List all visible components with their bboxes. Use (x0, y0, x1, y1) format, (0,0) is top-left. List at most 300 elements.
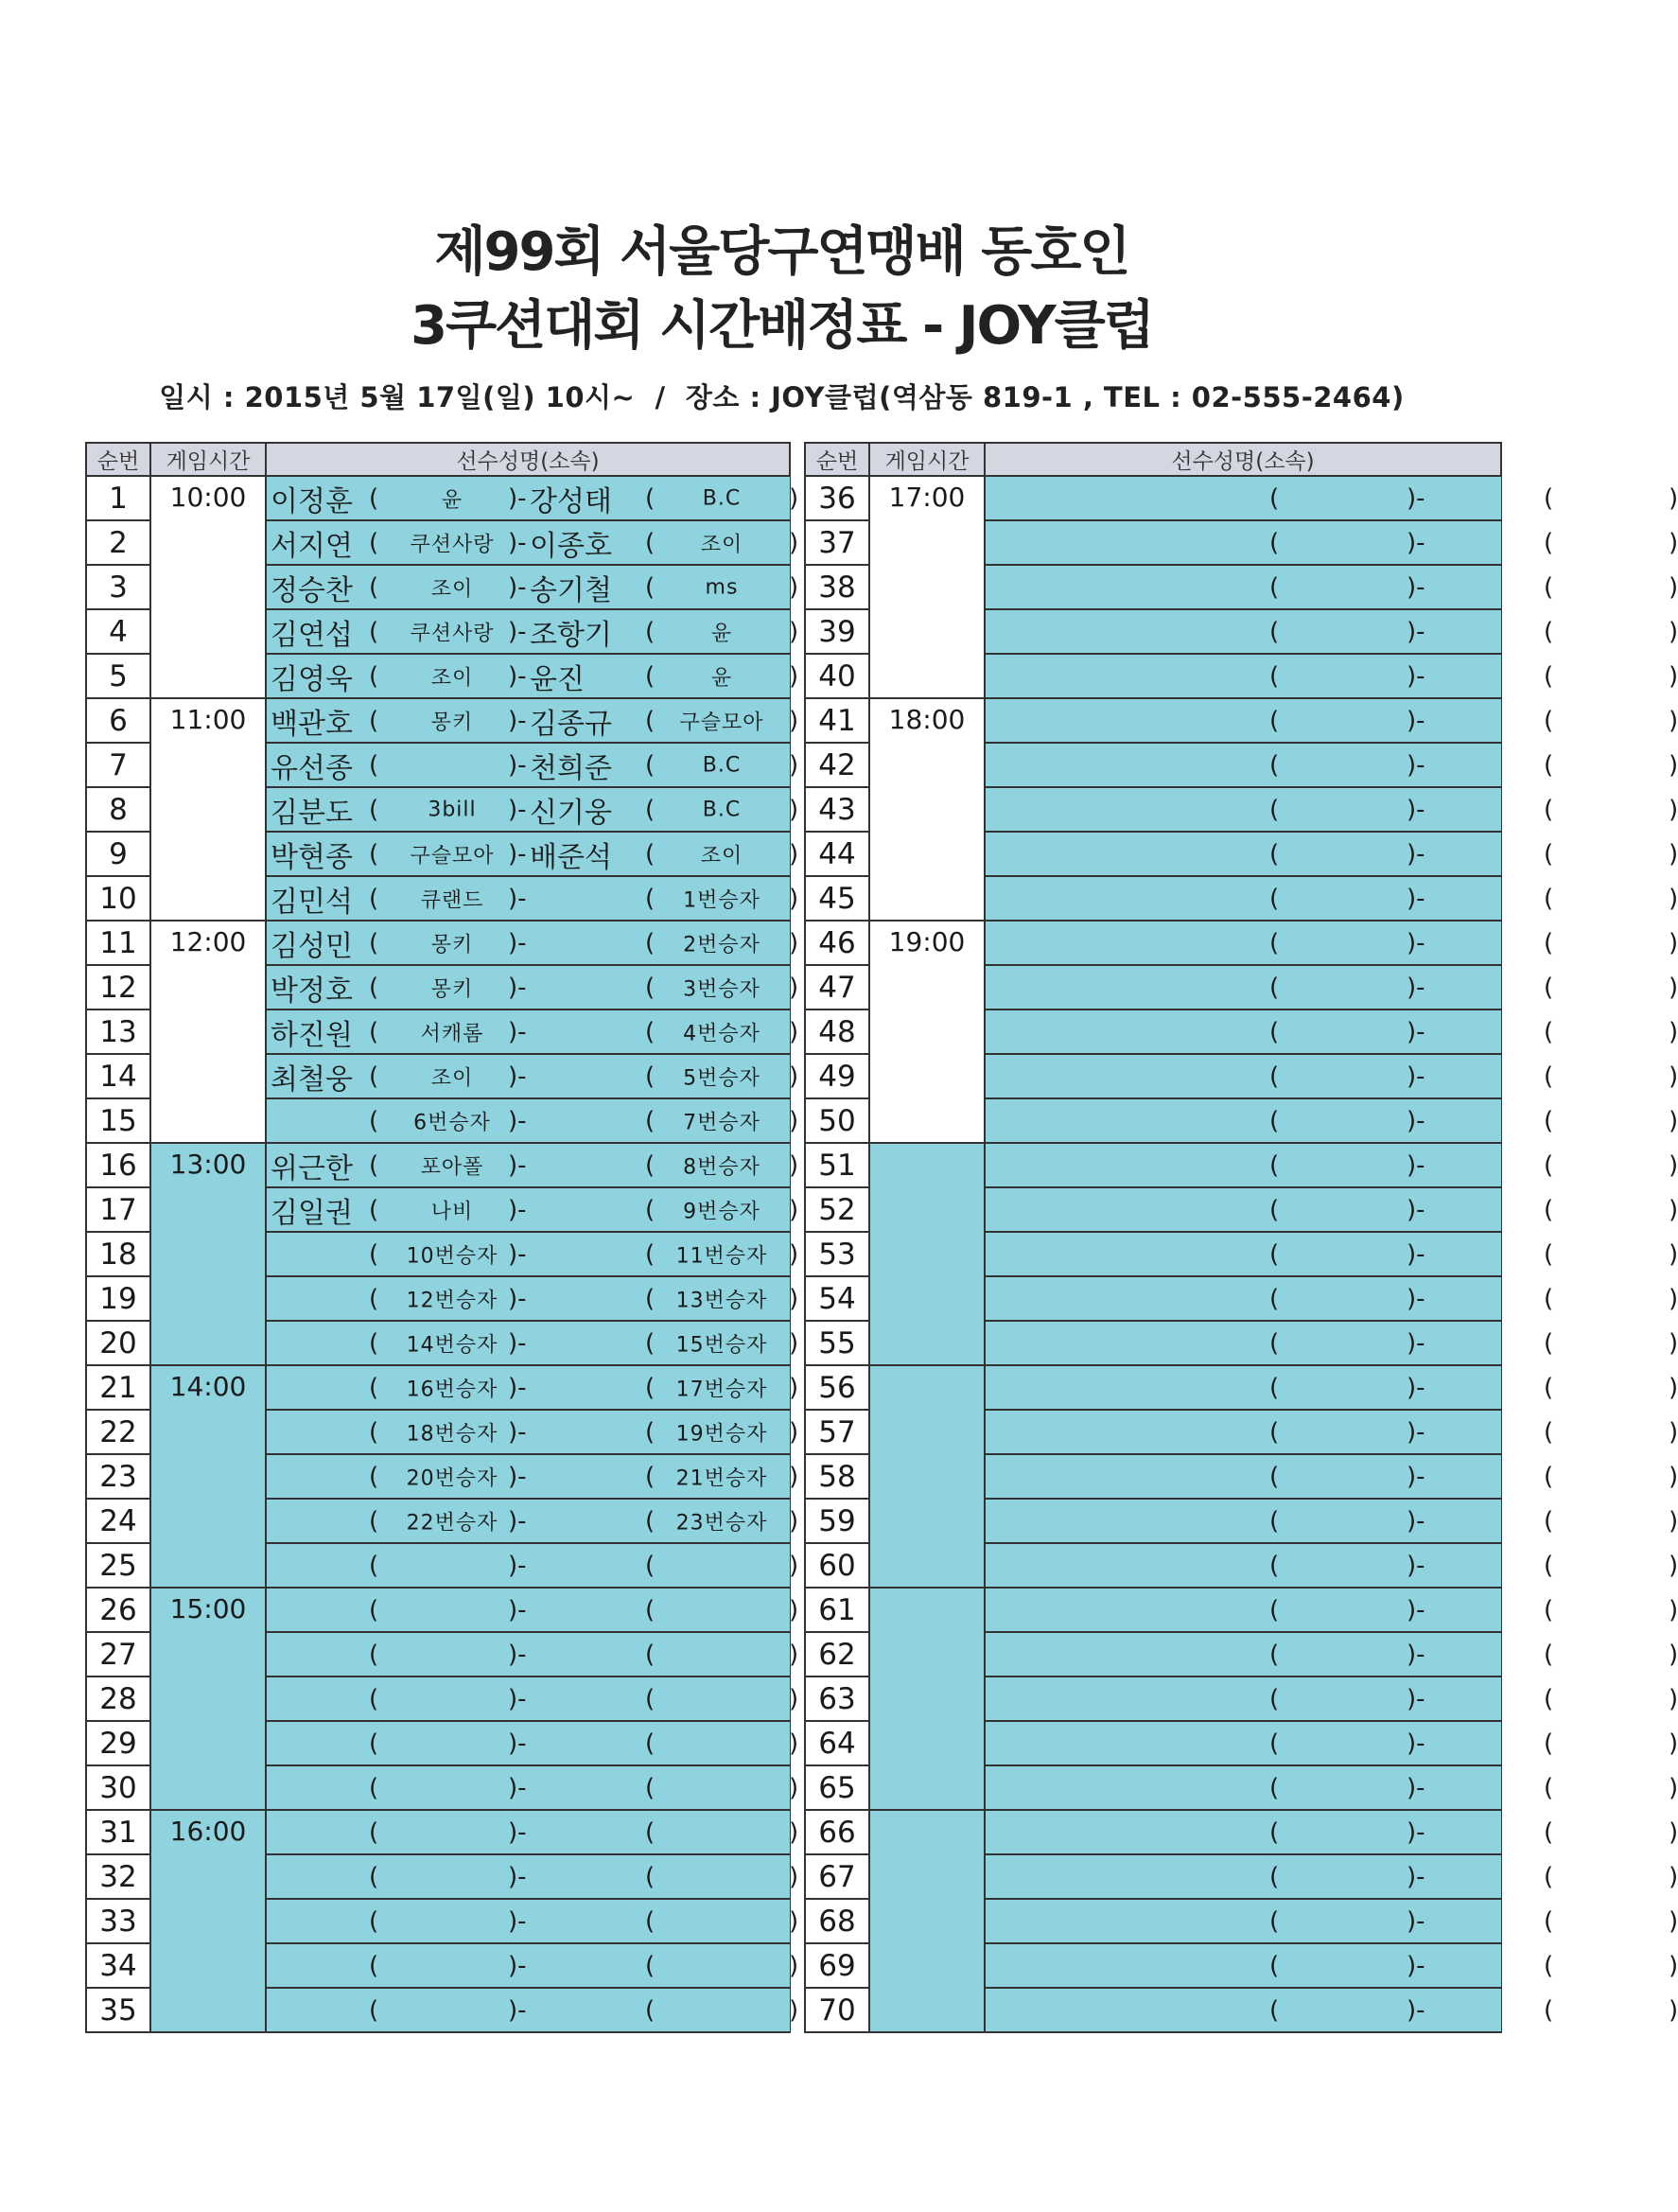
paren-open: ( (1544, 795, 1554, 824)
game-time: 10:00 (150, 476, 266, 698)
header-time: 게임시간 (150, 443, 266, 476)
paren-open: ( (369, 1595, 379, 1624)
game-time (869, 1810, 985, 2032)
player1-name: 위근한 (271, 1151, 353, 1185)
table-row (805, 1365, 1501, 1410)
row-number: 65 (805, 1765, 869, 1810)
match-players (985, 520, 1678, 565)
paren-close: ) (1669, 1817, 1678, 1847)
table-row (86, 476, 790, 520)
paren-open: ( (1269, 483, 1280, 513)
paren-open: ( (645, 1150, 655, 1180)
player2-name: 송기철 (530, 573, 612, 607)
paren-open: ( (1269, 1239, 1280, 1269)
player1-club: 쿠션사랑 (410, 533, 495, 556)
paren-open: ( (1544, 750, 1554, 780)
paren-open: ( (1544, 1239, 1554, 1269)
row-number: 62 (805, 1632, 869, 1677)
match-players (985, 1321, 1678, 1365)
match-players (985, 1632, 1678, 1677)
row-number: 2 (86, 520, 150, 565)
player1-name: 김영욱 (271, 662, 353, 696)
paren-open: ( (1269, 1995, 1280, 2025)
paren-close-dash: )- (1407, 1017, 1425, 1046)
paren-open: ( (645, 1817, 655, 1847)
paren-close-dash: )- (1407, 1951, 1425, 1980)
paren-open: ( (1544, 1506, 1554, 1536)
row-number: 70 (805, 1988, 869, 2032)
table-row (805, 698, 1501, 743)
game-time: 17:00 (869, 476, 985, 698)
paren-close-dash: )- (1407, 1106, 1425, 1135)
paren-close: ) (1669, 884, 1678, 913)
match-players (985, 1810, 1678, 1854)
paren-close-dash: )- (1407, 1684, 1425, 1713)
row-number: 36 (805, 476, 869, 520)
paren-open: ( (645, 1906, 655, 1936)
row-number: 5 (86, 654, 150, 698)
match-players (985, 876, 1678, 921)
row-number: 51 (805, 1143, 869, 1187)
match-players (266, 1810, 799, 1854)
paren-close: ) (789, 1862, 799, 1891)
row-number: 3 (86, 565, 150, 609)
header-time: 게임시간 (869, 443, 985, 476)
paren-close: ) (789, 1817, 799, 1847)
match-players (985, 1232, 1678, 1276)
player1-club: 윤 (441, 488, 463, 512)
player1-name: 김분도 (271, 796, 353, 830)
player2-club: 윤 (710, 622, 733, 645)
paren-close: ) (789, 1684, 799, 1713)
row-number: 58 (805, 1454, 869, 1499)
paren-open: ( (369, 928, 379, 957)
paren-close-dash: )- (508, 1640, 527, 1669)
row-number: 38 (805, 565, 869, 609)
player1-club: 20번승자 (406, 1466, 498, 1490)
paren-close: ) (789, 1062, 799, 1091)
player2-club: B.C (702, 798, 742, 821)
table-row (805, 1143, 1501, 1187)
match-players (266, 1143, 799, 1187)
paren-close: ) (789, 617, 799, 646)
match-players (266, 520, 799, 565)
player1-club: 조이 (430, 577, 474, 601)
paren-close: ) (789, 1506, 799, 1536)
paren-close-dash: )- (1407, 1551, 1425, 1580)
paren-open: ( (645, 839, 655, 869)
paren-close-dash: )- (1407, 617, 1425, 646)
paren-open: ( (369, 973, 379, 1002)
header-players: 선수성명(소속) (985, 443, 1501, 476)
paren-open: ( (1544, 1062, 1554, 1091)
paren-open: ( (1544, 839, 1554, 869)
row-number: 41 (805, 698, 869, 743)
paren-open: ( (645, 973, 655, 1002)
row-number: 68 (805, 1899, 869, 1943)
paren-close: ) (1669, 1373, 1678, 1402)
page-title-line2: 3쿠션대회 시간배정표 - JOY클럽 (411, 295, 1153, 357)
player2-club: 15번승자 (675, 1333, 768, 1357)
paren-open: ( (1269, 1417, 1280, 1447)
match-players (266, 654, 799, 698)
paren-close: ) (789, 795, 799, 824)
paren-open: ( (1269, 1595, 1280, 1624)
paren-close-dash: )- (508, 1595, 527, 1624)
match-players (985, 1410, 1678, 1454)
paren-open: ( (369, 1017, 379, 1046)
paren-close-dash: )- (508, 1462, 527, 1491)
player2-name: 천희준 (530, 751, 612, 785)
game-time: 14:00 (150, 1365, 266, 1588)
row-number: 9 (86, 832, 150, 876)
player1-club: 몽키 (430, 933, 474, 957)
player1-club: 몽키 (430, 977, 474, 1001)
match-players (985, 743, 1678, 787)
player2-club: 조이 (700, 844, 743, 868)
paren-open: ( (369, 1150, 379, 1180)
paren-close-dash: )- (1407, 1595, 1425, 1624)
paren-close: ) (1669, 1862, 1678, 1891)
match-players (985, 1988, 1678, 2032)
paren-close-dash: )- (508, 928, 527, 957)
paren-close: ) (789, 1551, 799, 1580)
match-players (985, 1854, 1678, 1899)
row-number: 12 (86, 965, 150, 1009)
paren-close-dash: )- (1407, 1062, 1425, 1091)
paren-open: ( (1544, 1817, 1554, 1847)
player2-club: 7번승자 (683, 1111, 760, 1134)
match-players (266, 1677, 799, 1721)
paren-open: ( (1544, 1906, 1554, 1936)
player1-name: 김민석 (271, 885, 353, 919)
paren-close-dash: )- (1407, 1729, 1425, 1758)
player1-club: 구슬모아 (410, 844, 495, 868)
paren-open: ( (1544, 1373, 1554, 1402)
paren-open: ( (1544, 1595, 1554, 1624)
paren-open: ( (645, 1506, 655, 1536)
paren-close-dash: )- (508, 1684, 527, 1713)
row-number: 29 (86, 1721, 150, 1765)
paren-close-dash: )- (508, 1373, 527, 1402)
paren-close-dash: )- (508, 1017, 527, 1046)
row-number: 1 (86, 476, 150, 520)
paren-open: ( (645, 1417, 655, 1447)
paren-close: ) (1669, 1995, 1678, 2025)
paren-close-dash: )- (1407, 928, 1425, 957)
player2-club: 23번승자 (675, 1511, 768, 1535)
paren-close: ) (1669, 1195, 1678, 1224)
paren-close-dash: )- (508, 1062, 527, 1091)
row-number: 56 (805, 1365, 869, 1410)
player2-name: 조항기 (530, 618, 612, 652)
paren-open: ( (1269, 1506, 1280, 1536)
paren-close: ) (789, 1373, 799, 1402)
match-players (266, 1232, 799, 1276)
match-players (985, 1098, 1678, 1143)
player1-club: 나비 (430, 1200, 474, 1223)
player2-club: ms (705, 575, 739, 599)
paren-open: ( (1269, 1106, 1280, 1135)
paren-open: ( (369, 1373, 379, 1402)
match-players (985, 609, 1678, 654)
player1-club: 10번승자 (406, 1244, 498, 1268)
game-time: 16:00 (150, 1810, 266, 2032)
row-number: 13 (86, 1009, 150, 1054)
paren-close-dash: )- (1407, 1239, 1425, 1269)
paren-open: ( (1269, 839, 1280, 869)
row-number: 4 (86, 609, 150, 654)
paren-open: ( (645, 1239, 655, 1269)
paren-close: ) (789, 1729, 799, 1758)
header-num: 순번 (86, 443, 150, 476)
match-players (266, 1454, 799, 1499)
paren-open: ( (1269, 750, 1280, 780)
row-number: 31 (86, 1810, 150, 1854)
player1-name: 이정훈 (271, 484, 353, 518)
match-players (985, 1054, 1678, 1098)
player1-name: 유선종 (271, 751, 353, 785)
paren-close-dash: )- (508, 1995, 527, 2025)
match-players (985, 1454, 1678, 1499)
row-number: 64 (805, 1721, 869, 1765)
player1-name: 최철웅 (271, 1062, 353, 1097)
match-players (985, 1499, 1678, 1543)
paren-open: ( (645, 706, 655, 735)
paren-open: ( (1544, 661, 1554, 691)
paren-close-dash: )- (508, 1417, 527, 1447)
player1-club: 3bill (428, 798, 477, 821)
paren-open: ( (369, 1462, 379, 1491)
row-number: 6 (86, 698, 150, 743)
paren-close-dash: )- (1407, 528, 1425, 557)
paren-close-dash: )- (508, 1506, 527, 1536)
player1-name: 김성민 (271, 929, 353, 963)
paren-close: ) (1669, 661, 1678, 691)
paren-open: ( (369, 1106, 379, 1135)
row-number: 54 (805, 1276, 869, 1321)
match-players (985, 1588, 1678, 1632)
row-number: 14 (86, 1054, 150, 1098)
paren-open: ( (1269, 572, 1280, 602)
table-row (805, 921, 1501, 965)
game-time: 19:00 (869, 921, 985, 1143)
paren-close-dash: )- (508, 839, 527, 869)
paren-open: ( (369, 617, 379, 646)
row-number: 69 (805, 1943, 869, 1988)
match-players (266, 1943, 799, 1988)
player2-club: 5번승자 (683, 1066, 760, 1090)
paren-close: ) (1669, 528, 1678, 557)
paren-close: ) (1669, 1595, 1678, 1624)
paren-close: ) (1669, 1328, 1678, 1358)
paren-open: ( (1269, 1906, 1280, 1936)
paren-open: ( (1269, 1017, 1280, 1046)
game-time (869, 1143, 985, 1365)
paren-open: ( (369, 661, 379, 691)
paren-open: ( (369, 528, 379, 557)
player2-name: 이종호 (530, 529, 612, 563)
paren-open: ( (1269, 1328, 1280, 1358)
match-players (985, 1943, 1678, 1988)
table-row (86, 1365, 790, 1410)
paren-close-dash: )- (1407, 483, 1425, 513)
paren-open: ( (1269, 1551, 1280, 1580)
match-players (266, 1098, 799, 1143)
player1-club: 조이 (430, 666, 474, 690)
paren-open: ( (645, 795, 655, 824)
paren-close: ) (789, 1239, 799, 1269)
table-row (86, 1810, 790, 1854)
player2-club: 21번승자 (675, 1466, 768, 1490)
paren-close: ) (1669, 750, 1678, 780)
paren-close-dash: )- (1407, 1150, 1425, 1180)
paren-open: ( (645, 1684, 655, 1713)
paren-close: ) (789, 1328, 799, 1358)
paren-open: ( (369, 1506, 379, 1536)
match-players (266, 1721, 799, 1765)
paren-open: ( (1544, 1417, 1554, 1447)
table-row (86, 1588, 790, 1632)
table-row (805, 1588, 1501, 1632)
paren-open: ( (1544, 973, 1554, 1002)
paren-open: ( (645, 528, 655, 557)
paren-close: ) (789, 973, 799, 1002)
row-number: 35 (86, 1988, 150, 2032)
player1-name: 백관호 (271, 707, 353, 741)
paren-open: ( (1269, 1062, 1280, 1091)
paren-close: ) (1669, 1551, 1678, 1580)
row-number: 50 (805, 1098, 869, 1143)
paren-open: ( (369, 1328, 379, 1358)
player1-club: 쿠션사랑 (410, 622, 495, 645)
paren-close-dash: )- (508, 483, 527, 513)
paren-close-dash: )- (508, 1551, 527, 1580)
row-number: 19 (86, 1276, 150, 1321)
paren-close-dash: )- (508, 706, 527, 735)
player2-club: 19번승자 (675, 1422, 768, 1446)
paren-open: ( (369, 1729, 379, 1758)
player1-club: 포아폴 (420, 1155, 484, 1179)
paren-open: ( (1544, 528, 1554, 557)
row-number: 34 (86, 1943, 150, 1988)
player1-club: 6번승자 (413, 1111, 491, 1134)
paren-open: ( (1269, 1640, 1280, 1669)
paren-close: ) (1669, 1684, 1678, 1713)
player2-club: 8번승자 (683, 1155, 760, 1179)
paren-close: ) (789, 483, 799, 513)
game-time: 11:00 (150, 698, 266, 921)
paren-open: ( (1269, 617, 1280, 646)
paren-open: ( (645, 1862, 655, 1891)
paren-open: ( (1269, 661, 1280, 691)
paren-close: ) (1669, 1773, 1678, 1802)
match-players (266, 1632, 799, 1677)
match-players (266, 787, 799, 832)
paren-close-dash: )- (508, 884, 527, 913)
paren-open: ( (369, 483, 379, 513)
paren-close: ) (789, 661, 799, 691)
player2-club: 3번승자 (683, 977, 760, 1001)
row-number: 32 (86, 1854, 150, 1899)
paren-close-dash: )- (1407, 973, 1425, 1002)
paren-close: ) (1669, 617, 1678, 646)
paren-close-dash: )- (508, 1106, 527, 1135)
paren-open: ( (369, 1995, 379, 2025)
paren-open: ( (645, 1773, 655, 1802)
game-time: 13:00 (150, 1143, 266, 1365)
match-players (985, 565, 1678, 609)
match-players (985, 1765, 1678, 1810)
row-number: 16 (86, 1143, 150, 1187)
paren-open: ( (1544, 1284, 1554, 1313)
row-number: 48 (805, 1009, 869, 1054)
paren-open: ( (1269, 884, 1280, 913)
player1-club: 12번승자 (406, 1289, 498, 1312)
paren-close: ) (1669, 1729, 1678, 1758)
player1-club: 몽키 (430, 711, 474, 734)
paren-open: ( (1544, 1462, 1554, 1491)
paren-open: ( (1544, 706, 1554, 735)
match-players (266, 1365, 799, 1410)
player1-club: 18번승자 (406, 1422, 498, 1446)
paren-open: ( (645, 617, 655, 646)
paren-close-dash: )- (1407, 1417, 1425, 1447)
match-players (985, 1899, 1678, 1943)
paren-close-dash: )- (1407, 1906, 1425, 1936)
paren-open: ( (1269, 1462, 1280, 1491)
paren-open: ( (1269, 928, 1280, 957)
match-players (985, 965, 1678, 1009)
paren-open: ( (645, 884, 655, 913)
row-number: 7 (86, 743, 150, 787)
paren-open: ( (645, 1951, 655, 1980)
paren-close: ) (1669, 1284, 1678, 1313)
match-players (266, 1410, 799, 1454)
player2-club: 조이 (700, 533, 743, 556)
match-players (985, 1543, 1678, 1588)
row-number: 15 (86, 1098, 150, 1143)
paren-close-dash: )- (1407, 1817, 1425, 1847)
paren-open: ( (645, 1462, 655, 1491)
paren-close: ) (789, 572, 799, 602)
row-number: 11 (86, 921, 150, 965)
paren-close-dash: )- (508, 1284, 527, 1313)
row-number: 28 (86, 1677, 150, 1721)
paren-open: ( (369, 839, 379, 869)
paren-close: ) (1669, 973, 1678, 1002)
paren-open: ( (1544, 1150, 1554, 1180)
paren-open: ( (369, 1062, 379, 1091)
paren-close-dash: )- (1407, 1328, 1425, 1358)
player2-club: 9번승자 (683, 1200, 760, 1223)
row-number: 53 (805, 1232, 869, 1276)
table-row (86, 698, 790, 743)
row-number: 33 (86, 1899, 150, 1943)
player1-name: 박정호 (271, 974, 353, 1008)
match-players (266, 1276, 799, 1321)
paren-close-dash: )- (1407, 1373, 1425, 1402)
match-players (985, 1143, 1678, 1187)
paren-close: ) (789, 528, 799, 557)
game-time: 18:00 (869, 698, 985, 921)
paren-close: ) (789, 1595, 799, 1624)
paren-close: ) (1669, 1640, 1678, 1669)
paren-close-dash: )- (1407, 572, 1425, 602)
paren-close-dash: )- (1407, 706, 1425, 735)
paren-open: ( (1269, 1773, 1280, 1802)
paren-open: ( (369, 706, 379, 735)
